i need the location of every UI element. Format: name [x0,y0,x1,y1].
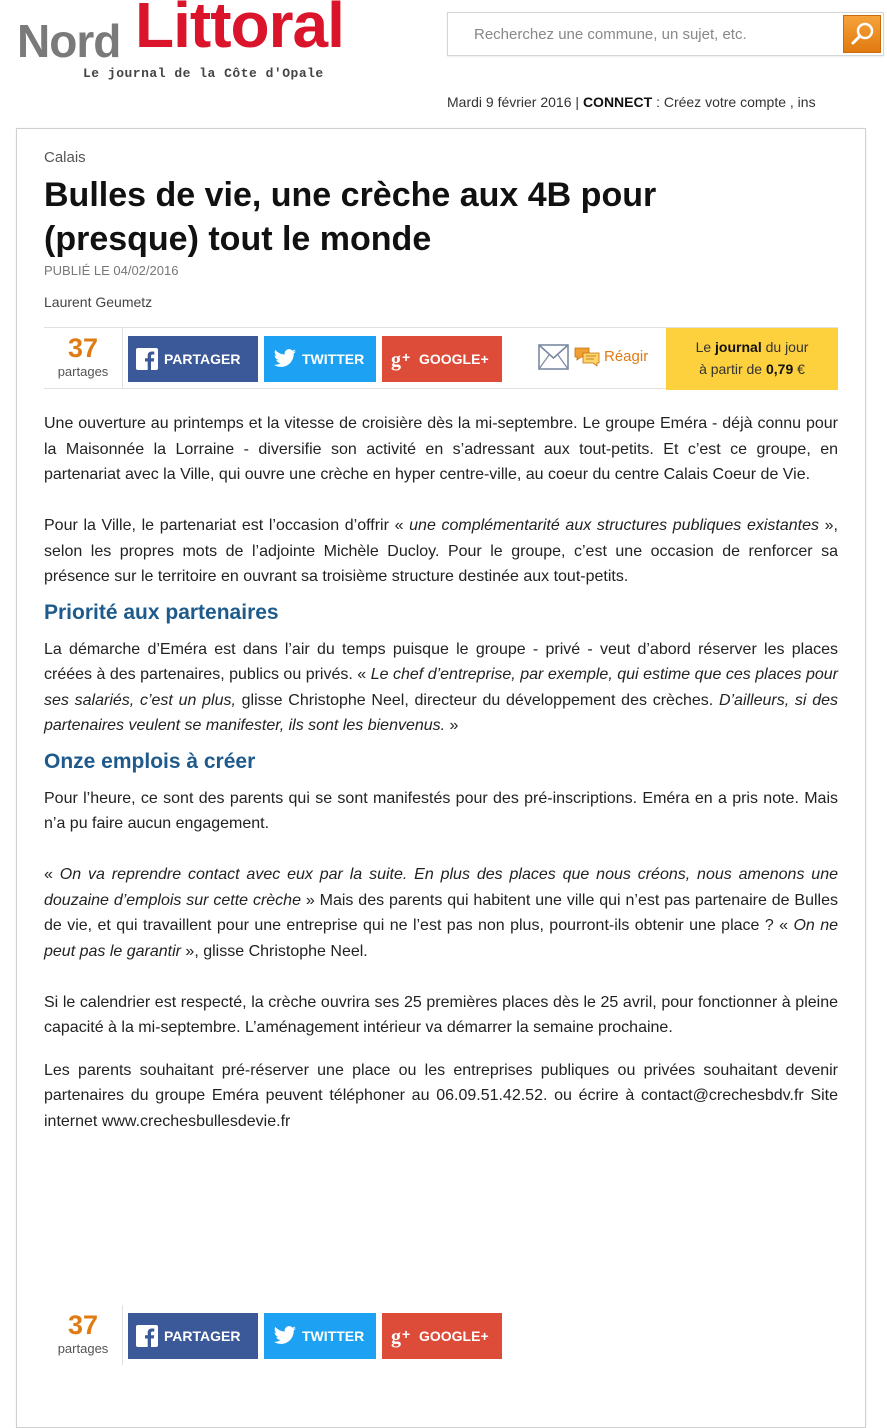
search-input[interactable] [448,13,844,55]
svg-text:g: g [391,1326,401,1348]
search-button[interactable] [843,15,881,53]
contact-email-link[interactable]: contact@crechesbdv.fr [641,1087,804,1104]
facebook-icon [136,1325,158,1347]
paragraph-5 [44,862,838,964]
google-share-button-bottom[interactable] [382,1313,502,1359]
search-icon [850,21,876,47]
subheading-emplois: Onze emplois à créer [44,749,256,773]
facebook-share-button[interactable] [128,336,258,382]
logo-littoral: Littoral [135,0,344,61]
comment-bubbles-icon [574,346,600,368]
share-count-number-bottom: 37 [67,1310,99,1340]
google-share-button[interactable] [382,336,502,382]
svg-text:g: g [391,349,401,371]
google-plus-icon [391,1324,415,1348]
subheading-partenaires: Priorité aux partenaires [44,600,279,624]
p5-text-c: », glisse Christophe Neel. [180,942,368,960]
p3-text-a: La démarche d’Eméra est dans l’air du temps puisque le groupe - privé - veut d’abord réserver les places créées à des partenaires, publics ou privés. « [44,640,838,683]
share-count-bottom [44,1305,123,1365]
p5-text-b: » Mais des parents qui habitent une ville qui n’est pas partenaire de Bulles de vie, et qui travaillent pour une entreprise qui ne l’est pas non plus, pourront-ils obtenir une place ? « [44,891,839,934]
share-count-label-bottom: partages [57,1341,109,1356]
publish-date: PUBLIÉ LE 04/02/2016 [44,263,179,278]
paragraph-3 [44,637,838,739]
react-label: Réagir [604,348,649,365]
p5-quote-1: On va reprendre contact avec eux par la suite. En plus des places que nous créons, nous amenons une douzaine d’emplois sur cette crèche [44,866,839,909]
svg-text:+: + [402,1326,411,1342]
article-rubric[interactable]: Calais [44,149,86,166]
paragraph-2 [44,513,838,590]
twitter-icon [273,1325,297,1347]
p2-quote: une complémentarité aux structures publiques existantes [409,517,819,534]
svg-text:+: + [402,349,411,365]
journal-line-1-suffix: du jour [761,339,809,355]
p2-text-b: », selon les propres mots de l’adjointe Michèle Ducloy. Pour le groupe, c’est une occasion de renforcer sa présence sur le territoire en ouvrant sa troisième structure destinée aux tout-petits. [44,517,838,585]
article-title: Bulles de vie, une crèche aux 4B pour (presque) tout le monde [44,176,657,258]
facebook-icon [136,348,158,370]
twitter-share-label-bottom: TWITTER [302,1328,365,1344]
journal-line-1-prefix: Le [695,339,716,355]
site-logo[interactable] [15,0,420,86]
journal-price: 0,79 [766,361,794,377]
paragraph-6: Si le calendrier est respecté, la crèche ouvrira ses 25 premières places dès le 25 avril, pour fonctionner à pleine capacité à la mi-septembre. L’aménagement intérieur va démarrer la semaine prochaine. [44,993,838,1036]
p5-text-a: « [44,866,60,883]
article-card [16,128,866,1428]
p7-text-b: Site internet www.crechesbullesdevie.fr [44,1087,839,1130]
current-date: Mardi 9 février 2016 [447,94,572,110]
share-bar-top [44,327,838,389]
twitter-icon [273,348,297,370]
p5-quote-2: On ne peut pas le garantir [44,917,838,960]
article-body [44,411,838,1160]
article-author: Laurent Geumetz [44,294,153,310]
logo-nord: Nord [17,15,121,67]
journal-du-jour-promo[interactable] [666,328,838,390]
journal-line-2-prefix: à partir de [699,361,766,377]
p3-quote-2: D’ailleurs, si des partenaires veulent se manifester, ils sont les bienvenus. [44,691,839,734]
share-count-label: partages [57,364,109,379]
share-count [44,328,123,388]
journal-currency: € [793,361,805,377]
p2-text-a: Pour la Ville, le partenariat est l’occasion d’offrir « [44,517,410,534]
separator: | [575,94,580,110]
connect-link[interactable]: CONNECT [582,94,653,110]
p3-quote-1: Le chef d’entreprise, par exemple, qui estime que ces places pour ses salariés, c’est un plus, [44,666,838,709]
p7-text-a: Les parents souhaitant pré-réserver une place ou les entreprises publiques ou privées souhaitant devenir partenaires du groupe Eméra peuvent téléphoner au 06.09.51.42.52. ou écrire à [44,1061,838,1104]
twitter-share-button-bottom[interactable] [264,1313,376,1359]
share-count-number: 37 [67,333,99,363]
journal-line-2 [666,358,838,380]
paragraph-7 [44,1058,838,1135]
p3-text-c: » [445,717,459,734]
facebook-share-button-bottom[interactable] [128,1313,258,1359]
paragraph-1: Une ouverture au printemps et la vitesse de croisière dès la mi-septembre. Le groupe Eméra - déjà connu pour la Maisonnée la Lorraine - diversifie son activité en s’adressant aux tout-petits. Et c’est ce groupe, en partenariat avec la Ville, qui ouvre une crèche en hyper centre-ville, au coeur du centre Calais Coeur de Vie. [44,415,838,483]
logo-tagline: Le journal de la Côte d'Opale [83,66,324,81]
journal-word: journal [715,339,762,355]
search-box [447,12,884,56]
google-plus-icon [391,347,415,371]
facebook-share-label: PARTAGER [164,351,241,367]
p3-text-b: glisse Christophe Neel, directeur du développement des crèches. [235,691,719,709]
share-bar-bottom [44,1305,838,1367]
paragraph-4: Pour l’heure, ce sont des parents qui se sont manifestés pour des pré-inscriptions. Eméra en a pris note. Mais n’a pu faire aucun engagement. [44,789,838,832]
google-share-label-bottom: GOOGLE+ [419,1328,489,1344]
facebook-share-label-bottom: PARTAGER [164,1328,241,1344]
twitter-share-label: TWITTER [302,351,365,367]
date-connect-bar [447,94,816,110]
journal-line-1 [666,336,838,358]
email-icon[interactable] [538,344,569,370]
connect-text[interactable]: : Créez votre compte , ins [656,94,816,110]
google-share-label: GOOGLE+ [419,351,489,367]
twitter-share-button[interactable] [264,336,376,382]
react-link[interactable] [574,344,664,374]
